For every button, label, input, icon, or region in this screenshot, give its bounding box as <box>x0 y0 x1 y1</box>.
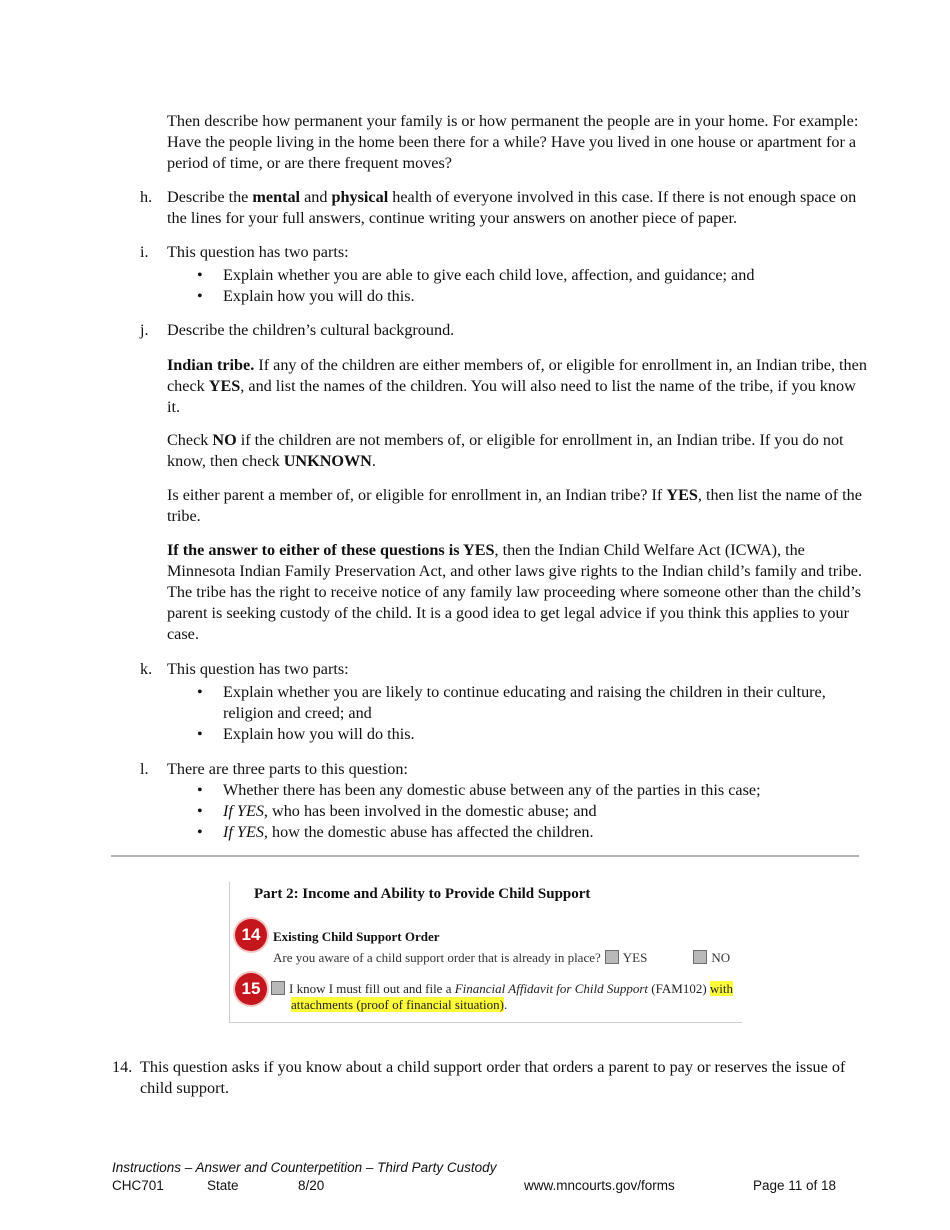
item-letter: j. <box>140 321 149 339</box>
parent-tribe-paragraph: Is either parent a member of, or eligible for enrollment in, an Indian tribe? If YES, then list the name of the tribe. <box>167 486 862 525</box>
bullet: • Explain whether you are able to give each child love, affection, and guidance; and <box>167 265 867 286</box>
item-letter: i. <box>140 243 149 261</box>
yes-label: YES <box>622 950 648 965</box>
existing-order-heading: Existing Child Support Order <box>273 929 440 944</box>
item-letter: k. <box>140 660 153 678</box>
item-l-bullets <box>167 780 867 843</box>
bullet: • If YES, who has been involved in the domestic abuse; and <box>167 801 867 822</box>
form-excerpt <box>229 882 742 1023</box>
item-k-lead: This question has two parts: <box>167 660 349 678</box>
item-letter: h. <box>140 188 153 206</box>
icwa-paragraph: If the answer to either of these questions is YES, then the Indian Child Welfare Act (ICWA), the Minnesota Indian Family Preservation Act, and other laws give rights to the Indian child’s family and tribe. The tribe has the right to receive notice of any family law proceeding where someone other than the child’s parent is seeking custody of the child. It is a good idea to get legal advice if you think this applies to your case. <box>167 541 863 643</box>
step-badge-15: 15 <box>235 973 267 1005</box>
form-date: 8/20 <box>298 1178 325 1193</box>
form-code: CHC701 <box>112 1178 164 1193</box>
item-i-lead: This question has two parts: <box>167 243 349 261</box>
item-letter: l. <box>140 760 149 778</box>
bullet: • Explain whether you are likely to continue educating and raising the children in their culture, religion and creed; and <box>167 682 867 724</box>
financial-affidavit-checkbox[interactable] <box>271 981 285 995</box>
indian-tribe-paragraph: Indian tribe. If any of the children are either members of, or eligible for enrollment in, an Indian tribe, then check YES, and list the names of the children. You will also need to list the name of the tribe, if you know it. <box>167 356 867 416</box>
bullet: • If YES, how the domestic abuse has affected the children. <box>167 822 867 843</box>
no-label: NO <box>711 950 731 965</box>
bullet: • Whether there has been any domestic abuse between any of the parties in this case; <box>167 780 867 801</box>
bullet: • Explain how you will do this. <box>167 724 867 745</box>
footer-title: Instructions – Answer and Counterpetition – Third Party Custody <box>112 1160 497 1175</box>
check-no-paragraph: Check NO if the children are not members of, or eligible for enrollment in, an Indian tribe. If you do not know, then check UNKNOWN. <box>167 431 844 470</box>
section-divider <box>111 855 859 857</box>
bullet: • Explain how you will do this. <box>167 286 867 307</box>
item-i-bullets <box>167 265 867 307</box>
item-j-lead: Describe the children’s cultural background. <box>167 321 455 339</box>
form-state: State <box>207 1178 239 1193</box>
no-checkbox[interactable] <box>693 950 707 964</box>
part-2-title: Part 2: Income and Ability to Provide Child Support <box>254 886 591 902</box>
step-badge-14: 14 <box>235 919 267 951</box>
item-k-bullets <box>167 682 867 745</box>
intro-paragraph: Then describe how permanent your family is or how permanent the people are in your home. For example: Have the people living in the home been there for a while? Have you lived in one house or apartment for a period of time, or are there frequent moves? <box>167 112 859 172</box>
item-h-text: Describe the mental and physical health of everyone involved in this case. If there is not enough space on the lines for your full answers, continue writing your answers on another piece of paper. <box>167 188 857 227</box>
page-number: Page 11 of 18 <box>753 1178 837 1193</box>
forms-url[interactable]: www.mncourts.gov/forms <box>524 1178 675 1193</box>
yes-checkbox[interactable] <box>605 950 619 964</box>
item-l-lead: There are three parts to this question: <box>167 760 408 778</box>
existing-order-question: Are you aware of a child support order that is already in place? YES NO <box>273 950 731 965</box>
document-page: Then describe how permanent your family is or how permanent the people are in your home. For example: Have the people living in the home been there for a while? Have you lived in one house or apartment for a period of time, or are there frequent moves? h. Describe the mental and physical health of everyone involved in this case. If there is not enough space on the lines for your full answers, continue writing your answers on another piece of paper. i. This question has two parts: • Explain whether you are able to give each child love, affection, and guidance; and • Explain how you will do this. j. Describe the children’s cultural background. Indian tribe. If any of the children are either members of, or eligible for enrollment in, an Indian tribe, then check YES, and list the names of the children. You will also need to list the name of the tribe, if you know it. Check NO if the children are not members of, or eligible for enrollment in, an Indian tribe. If you do not know, then check UNKNOWN. Is either parent a member of, or eligible for enrollment in, an Indian tribe? If YES, then list the name of the tribe. If the answer to either of these questions is YES, then the Indian Child Welfare Act (ICWA), the Minnesota Indian Family Preservation Act, and other laws give rights to the Indian child’s family and tribe. The tribe has the right to receive notice of any family law proceeding where someone other than the child’s parent is seeking custody of the child. It is a good idea to get legal advice if you think this applies to your case. k. This question has two parts: • Explain whether you are likely to continue educating and raising the children in their culture, religion and creed; and • Explain how you will do this. l. There are three parts to this question: • Whether there has been any domestic abuse between any of the parties in this case; • If YES, who has been involved in the domestic abuse; and • If YES, how the domestic abuse has affected the children. Part 2: Income and Ability to Provide Child Support 14 Existing Child Support Order Are you aware of a child support order that is already in place? YES NO 15 I know I must fill out and file a Financial Affidavit for Child Support (FAM102) with attachments (proof of financial situation). 14. This question asks if you know about a child support order that orders a parent to pay or reserves the issue of child support. Instructions – Answer and Counterpetition – Third Party Custody CHC701 State 8/20 www.mncourts.gov/forms Page 11 of 18 <box>0 0 950 1230</box>
financial-affidavit-statement: I know I must fill out and file a Financial Affidavit for Child Support (FAM102) with attachments (proof of financial situation). <box>271 981 741 1013</box>
